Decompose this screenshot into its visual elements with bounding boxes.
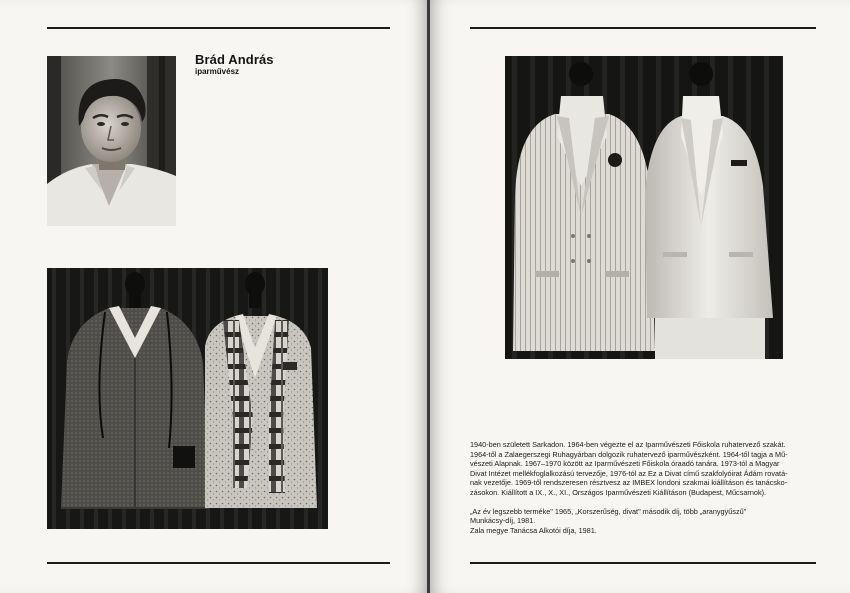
author-role: iparművész bbox=[195, 67, 240, 76]
white-suits-photo bbox=[505, 56, 783, 359]
paragraph-gap bbox=[470, 498, 825, 507]
portrait-illustration bbox=[47, 56, 176, 226]
suits-illustration bbox=[505, 56, 783, 359]
coats-illustration bbox=[47, 268, 328, 529]
biography-text bbox=[470, 440, 825, 535]
bio-line-2: 1964-től a Zalaegerszegi Ruhagyárban dolgozik ruhatervező iparművészként. 1964-től tagja a Mű- bbox=[470, 449, 788, 459]
award-line-2: Munkácsy-díj, 1981. bbox=[470, 516, 536, 526]
author-name: Brád András bbox=[195, 52, 274, 67]
portrait-photo bbox=[47, 56, 176, 226]
top-rule-right bbox=[470, 27, 816, 29]
award-line-3: Zala megye Tanácsa Alkotói díja, 1981. bbox=[470, 525, 597, 535]
bio-line-6: zásokon. Kiállított a IX., X., XI., Országos Iparművészeti Kiállításon (Budapest, Műcsarnok). bbox=[470, 487, 767, 497]
bottom-rule-left bbox=[47, 562, 390, 564]
bio-line-3: vészeti Alapnak. 1967–1970 között az Iparművészeti Főiskola óraadó tanára. 1973-tól a Magyar bbox=[470, 459, 780, 469]
bottom-rule-right bbox=[470, 562, 816, 564]
bio-line-5: nak vezetője. 1969-től rendszeresen résztvesz az IMBEX londoni szakmai kiállításon és tanácsko- bbox=[470, 478, 788, 488]
top-rule-left bbox=[47, 27, 390, 29]
bio-line-1: 1940-ben született Sarkadon. 1964-ben végezte el az Iparművészeti Főiskola ruhatervező szakát. bbox=[470, 440, 786, 449]
right-page bbox=[430, 0, 850, 593]
coat-and-jacket-photo bbox=[47, 268, 328, 529]
award-line-1: „Az év legszebb terméke" 1965, „Korszerűség, divat" második díj, több „aranygyűszű" bbox=[470, 506, 747, 516]
bio-line-4: Divat Intézet mellékfoglalkozású tervezője, 1976-tól az Ez a Divat című szakfolyóirat Ádám rovatá- bbox=[470, 468, 788, 478]
